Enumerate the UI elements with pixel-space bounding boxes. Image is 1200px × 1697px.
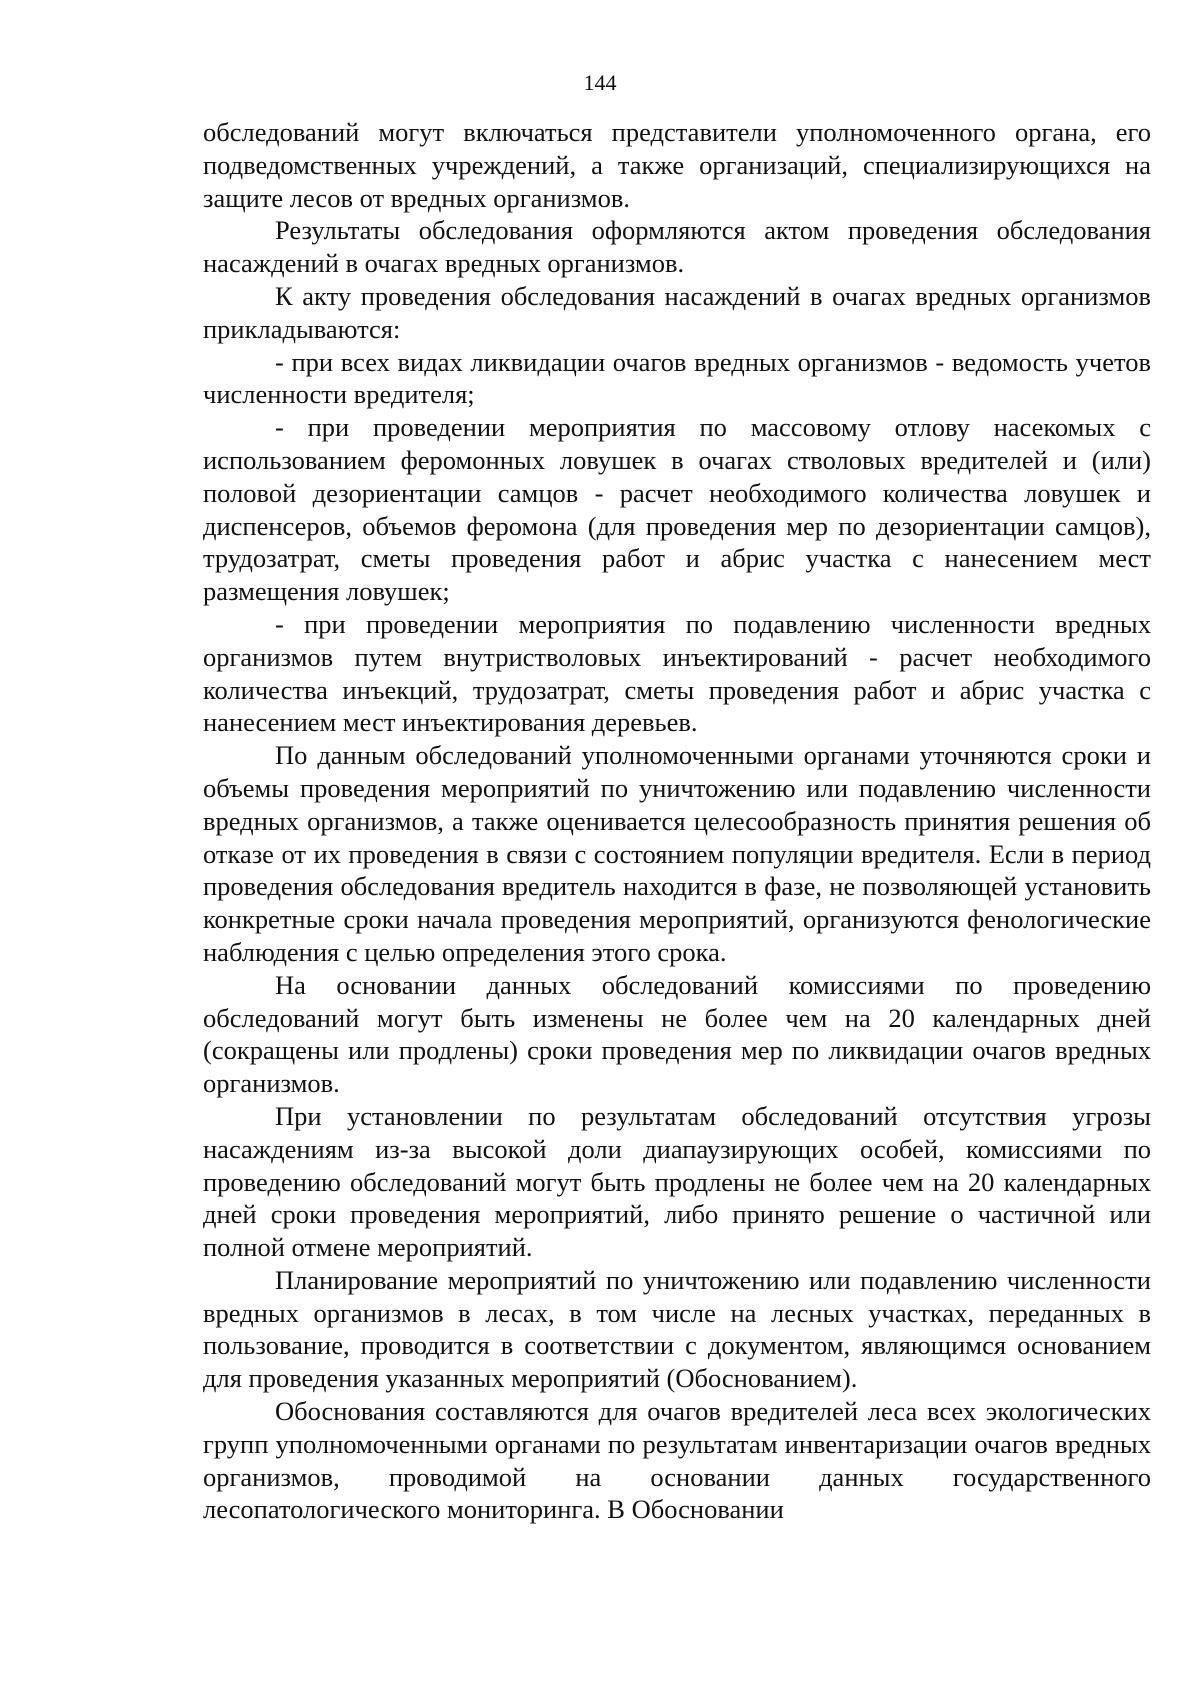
paragraph-diapause: При установлении по результатам обследований отсутствия угрозы насаждениям из-за высокой доли диапаузирующих особей, комиссиями по проведению обследований могут быть продлены не более чем на 20 календарных дней сроки проведения мероприятий, либо принято решение о частичной или полной отмене мероприятий. — [203, 1100, 1151, 1263]
paragraph-continuation: обследований могут включаться представители уполномоченного органа, его подведомственных учреждений, а также организаций, специализирующихся на защите лесов от вредных организмов. — [203, 117, 1151, 213]
paragraph-planning: Планирование мероприятий по уничтожению или подавлению численности вредных организмов в лесах, в том числе на лесных участках, переданных в пользование, проводится в соответствии с документом, являющимся основанием для проведения указанных мероприятий (Обоснованием). — [203, 1264, 1151, 1394]
list-item-liquidation: - при всех видах ликвидации очагов вредных организмов - ведомость учетов численности вредителя; — [203, 346, 1151, 410]
page-number: 144 — [583, 70, 617, 95]
document-body — [203, 116, 1151, 1526]
paragraph-survey-data: По данным обследований уполномоченными органами уточняются сроки и объемы проведения мероприятий по уничтожению или подавлению численности вредных организмов, а также оценивается целесообразность принятия решения об отказе от их проведения в связи с состоянием популяции вредителя. Если в период проведения обследования вредитель находится в фазе, не позволяющей установить конкретные сроки начала проведения мероприятий, организуются фенологические наблюдения с целью определения этого срока. — [203, 740, 1151, 967]
list-item-pheromone-traps: - при проведении мероприятия по массовому отлову насекомых с использованием феромонных ловушек в очагах стволовых вредителей и (или) половой дезориентации самцов - расчет необходимого количества ловушек и диспенсеров, объемов феромона (для проведения мер по дезориентации самцов), трудозатрат, сметы проведения работ и абрис участка с нанесением мест размещения ловушек; — [203, 412, 1151, 607]
paragraph-attachments-intro: К акту проведения обследования насаждений в очагах вредных организмов прикладываются: — [203, 280, 1151, 344]
paragraph-commission-changes: На основании данных обследований комиссиями по проведению обследований могут быть изменены не более чем на 20 календарных дней (сокращены или продлены) сроки проведения мер по ликвидации очагов вредных организмов. — [203, 969, 1151, 1099]
paragraph-results: Результаты обследования оформляются актом проведения обследования насаждений в очагах вредных организмов. — [203, 215, 1151, 279]
paragraph-justifications: Обоснования составляются для очагов вредителей леса всех экологических групп уполномоченными органами по результатам инвентаризации очагов вредных организмов, проводимой на основании данных государственного лесопатологического мониторинга. В Обосновании — [203, 1396, 1151, 1525]
list-item-injections: - при проведении мероприятия по подавлению численности вредных организмов путем внутристволовых инъектирований - расчет необходимого количества инъекций, трудозатрат, сметы проведения работ и абрис участка с нанесением мест инъектирования деревьев. — [203, 608, 1151, 738]
